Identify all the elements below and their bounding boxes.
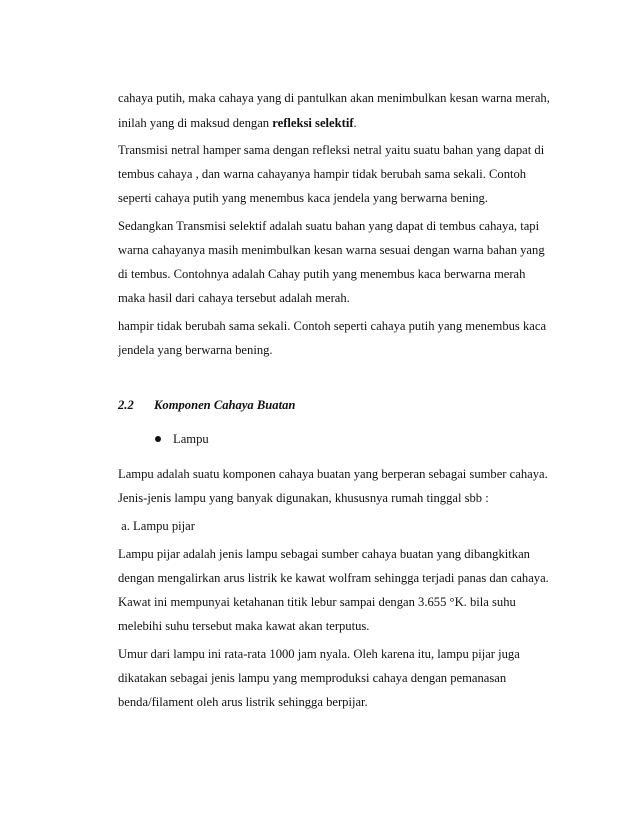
paragraph-line: seperti cahaya putih yang menembus kaca jendela yang berwarna bening. (118, 191, 488, 205)
paragraph-line: Transmisi netral hamper sama dengan refleksi netral yaitu suatu bahan yang dapat di (118, 143, 545, 157)
paragraph-line: hampir tidak berubah sama sekali. Contoh seperti cahaya putih yang menembus kaca (118, 319, 547, 333)
paragraph-line: warna cahayanya masih menimbulkan kesan warna sesuai dengan warna bahan yang (118, 243, 545, 257)
paragraph-line: dengan mengalirkan arus listrik ke kawat wolfram sehingga terjadi panas dan cahaya. (118, 571, 549, 585)
paragraph-line: dikatakan sebagai jenis lampu yang memproduksi cahaya dengan pemanasan (118, 671, 507, 685)
paragraph-line: Umur dari lampu ini rata-rata 1000 jam nyala. Oleh karena itu, lampu pijar juga (118, 647, 520, 661)
paragraph-line: Sedangkan Transmisi selektif adalah suatu bahan yang dapat di tembus cahaya, tapi (118, 219, 540, 233)
section-heading (118, 398, 295, 413)
paragraph-line: jendela yang berwarna bening. (118, 343, 273, 357)
bold-term: refleksi selektif (272, 116, 354, 130)
paragraph-line: di tembus. Contohnya adalah Cahay putih yang menembus kaca berwarna merah (118, 267, 526, 281)
paragraph-line: maka hasil dari cahaya tersebut adalah merah. (118, 291, 350, 305)
bullet-item (155, 432, 209, 447)
paragraph-line: Lampu adalah suatu komponen cahaya buatan yang berperan sebagai sumber cahaya. (118, 467, 548, 481)
bullet-label: Lampu (173, 432, 209, 446)
section-title: Komponen Cahaya Buatan (154, 398, 296, 412)
paragraph-line: tembus cahaya , dan warna cahayanya hampir tidak berubah sama sekali. Contoh (118, 167, 527, 181)
text-span: inilah yang di maksud dengan (118, 116, 273, 130)
paragraph-line: cahaya putih, maka cahaya yang di pantulkan akan menimbulkan kesan warna merah, (118, 91, 550, 105)
paragraph-line: Lampu pijar adalah jenis lampu sebagai sumber cahaya buatan yang dibangkitkan (118, 547, 530, 561)
paragraph-line (118, 115, 357, 131)
bullet-icon (155, 436, 161, 442)
paragraph-line: melebihi suhu tersebut maka kawat akan terputus. (118, 619, 370, 633)
paragraph-line: Jenis-jenis lampu yang banyak digunakan, khususnya rumah tinggal sbb : (118, 491, 489, 505)
section-number: 2.2 (118, 398, 134, 412)
subheading: a. Lampu pijar (118, 519, 195, 533)
text-span: . (353, 116, 357, 130)
paragraph-line: benda/filament oleh arus listrik sehingga berpijar. (118, 695, 368, 709)
paragraph-line: Kawat ini mempunyai ketahanan titik lebur sampai dengan 3.655 °K. bila suhu (118, 595, 516, 609)
